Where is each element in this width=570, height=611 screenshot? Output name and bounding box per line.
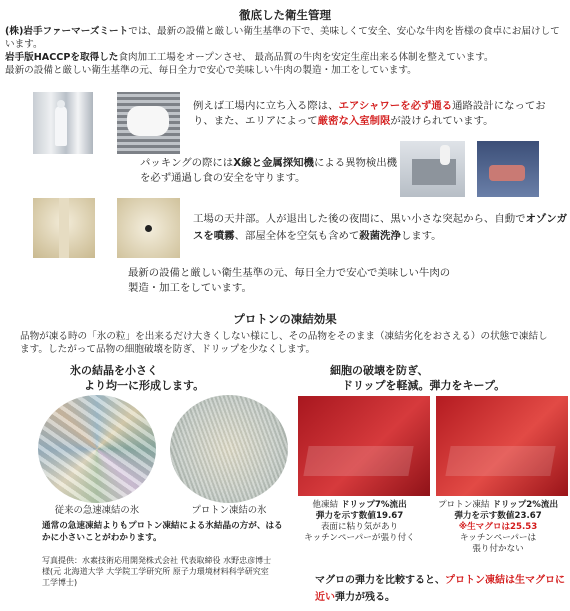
haccp-text: 岩手版HACCPを取得した: [5, 52, 119, 63]
hygiene-closing: 最新の設備と厳しい衛生基準の元、毎日全力で安心で美味しい牛肉の製造・加工をしています。: [128, 267, 451, 294]
company-name: (株)岩手ファーマーズミート: [5, 26, 129, 37]
tuna-proton-caption: プロトン凍結 ドリップ2%流出 弾力を示す数値23.67 ※生マグロは25.53 キッチンペーパーは 張り付かない: [437, 500, 559, 554]
photo-credit: 写真提供：水素技術応用開発株式会社 代表取締役 水野忠彦博士様(元 北海道大学 大学院工学研究所 原子力環境材料科学研究室 工学博士): [42, 556, 272, 587]
hygiene-title: 徹底した衛生管理: [239, 8, 331, 22]
proton-title: プロトンの凍結効果: [233, 312, 337, 326]
tuna-other-photo: [298, 396, 430, 496]
tuna-proton-photo: [436, 396, 568, 496]
air-shower-photo: [33, 92, 93, 154]
hygiene-intro: [5, 25, 565, 77]
conventional-ice-photo: [38, 395, 156, 503]
intro-text-3: 最新の設備と厳しい衛生基準の元、毎日全力で安心で美味しい牛肉の製造・加工をしています。: [5, 65, 417, 76]
intro-text-1: では、最新の設備と厳しい衛生基準の下で、美味しくて安全、安心な牛肉を皆様の食卓にお届けしています。: [5, 26, 560, 50]
proton-ice-photo: [170, 395, 288, 503]
proton-intro: 品物が凍る時の「氷の粒」を出来るだけ大きくしない様にし、その品物をそのまま（凍結劣化をおさえる）の状態で凍結します。したがって品物の細胞破壊を防ぎ、ドリップを少なくします。: [20, 331, 548, 355]
intro-text-2: 食肉加工工場をオープンさせ、 最高品質の牛肉を安定生産出来る体制を整えています。: [118, 52, 494, 63]
xray-machine-photo: [400, 141, 465, 197]
left-note: 通常の急速凍結よりもプロトン凍結による氷結晶の方が、はるかに小さいことがわかります。: [42, 521, 283, 543]
ozone-text: 工場の天井部。人が退出した後の夜間に、黒い小さな突起から、自動でオゾンガスを噴霧、部屋全体を空気も含めて殺菌洗浄します。: [193, 213, 568, 242]
bottom-conclusion: マグロの弾力を比較すると、プロトン凍結は生マグロに近い弾力が残る。: [315, 575, 565, 603]
caption-conventional: 従来の急速凍結の氷: [54, 505, 140, 516]
packing-text: パッキングの際にはX線と金属探知機による異物検出機を必ず通過し食の安全を守ります。: [140, 157, 398, 184]
air-shower-text: 例えば工場内に立ち入る際は、エアシャワーを必ず通る通路設計になっており、また、エリアによって厳密な入室制限が設けられています。: [193, 100, 546, 127]
caption-proton: プロトン凍結の氷: [191, 505, 267, 516]
ceiling-photo: [33, 198, 95, 258]
ozone-nozzle-photo: [117, 198, 180, 258]
left-heading: 氷の結晶を小さく より均一に形成します。: [70, 364, 205, 392]
metal-detector-photo: [477, 141, 539, 197]
clean-shoes-photo: [117, 92, 180, 154]
tuna-other-caption: 他凍結 ドリップ7%流出 弾力を示す数値19.67 表面に粘り気があり キッチンペーパーが張り付く: [304, 500, 415, 543]
right-heading: 細胞の破壊を防ぎ、 ドリップを軽減。弾力をキープ。: [330, 364, 506, 392]
